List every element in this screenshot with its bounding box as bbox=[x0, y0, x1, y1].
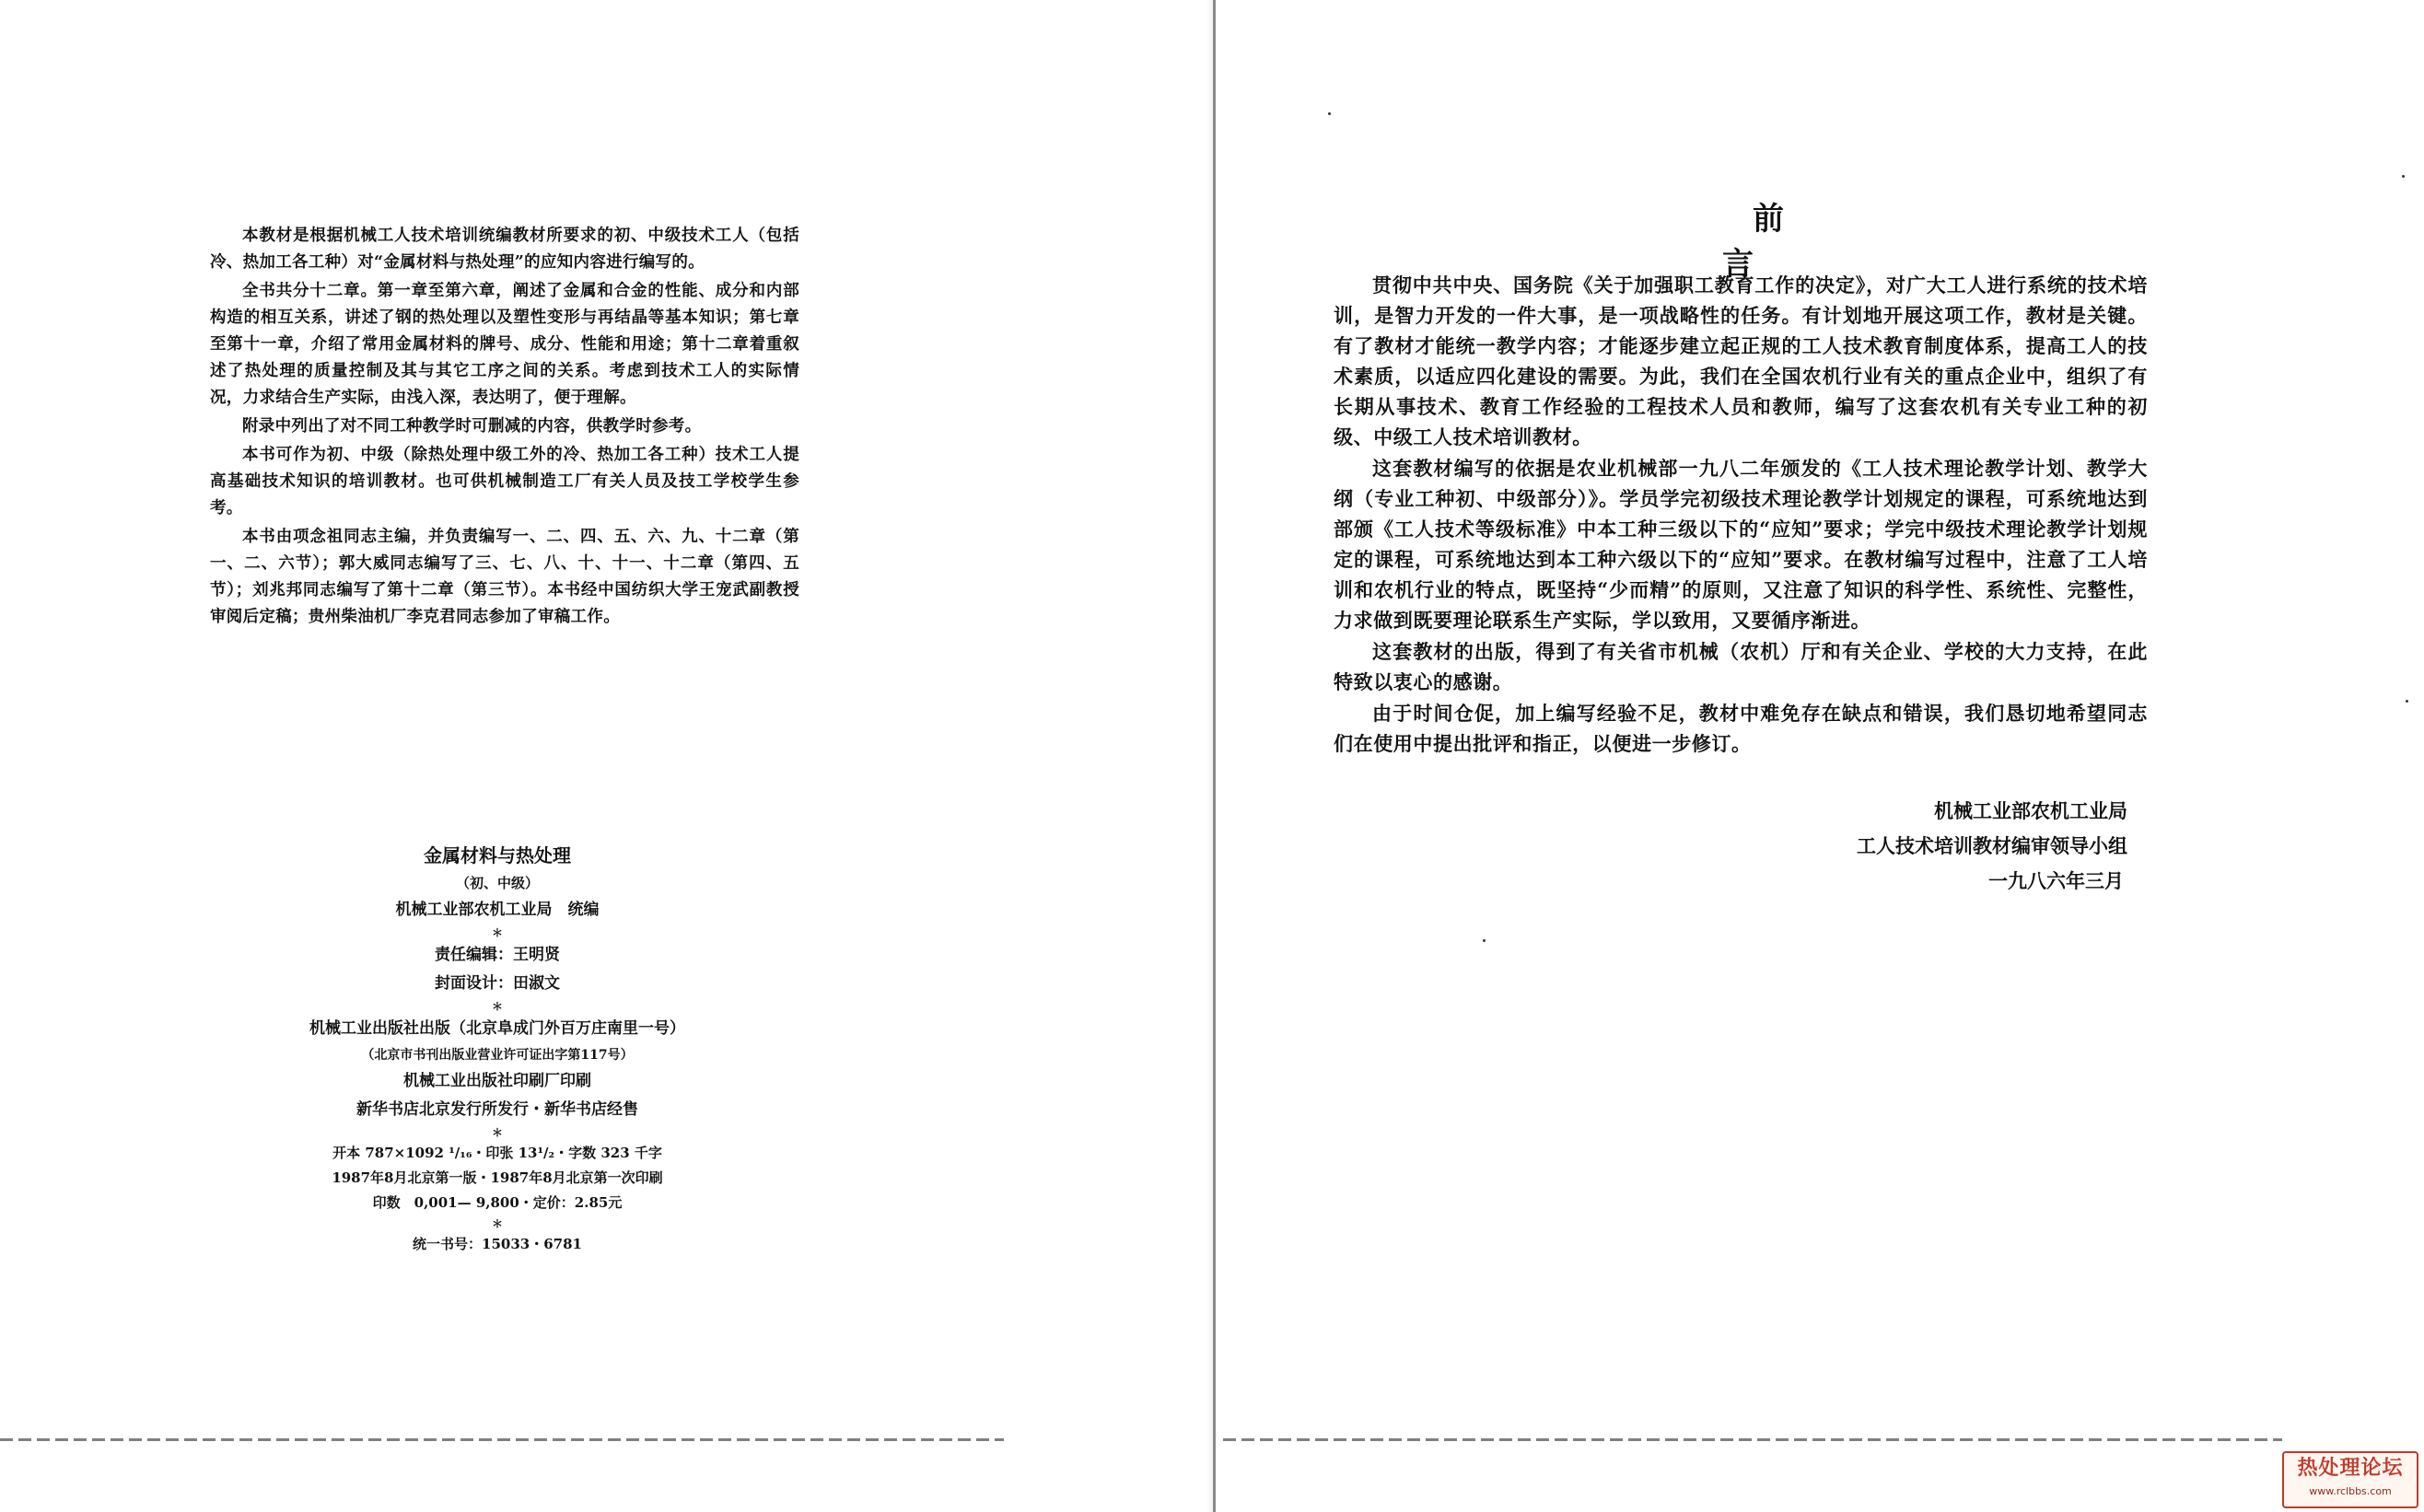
intro-paragraph-4: 本书可作为初、中级（除热处理中级工外的冷、热加工各工种）技术工人提高基础技术知识的培训教材。也可供机械制造工厂有关人员及技工学校学生参考。 bbox=[210, 446, 799, 518]
preface-paragraph-4: 由于时间仓促，加上编写经验不足，教材中难免存在缺点和错误，我们恳切地希望同志们在使用中提出批评和指正，以便进一步修订。 bbox=[1334, 702, 2148, 755]
forum-watermark-logo bbox=[2282, 1451, 2418, 1508]
book-title: 金属材料与热处理 bbox=[424, 844, 571, 866]
signature-org-2: 工人技术培训教材编审领导小组 bbox=[1857, 834, 2127, 857]
intro-paragraph-5: 本书由项念祖同志主编，并负责编写一、二、四、五、六、九、十二章（第一、二、六节）；郭大威同志编写了三、七、八、十、十一、十二章（第四、五节）；刘兆邦同志编写了第十二章（第三节）。本书经中国纺织大学王宠武副教授审阅后定稿；贵州柴油机厂李克君同志参加了审稿工作。 bbox=[210, 528, 799, 626]
preface-paragraph-1: 贯彻中共中央、国务院《关于加强职工教育工作的决定》，对广大工人进行系统的技术培训，是智力开发的一件大事，是一项战略性的任务。有计划地开展这项工作，教材是关键。有了教材才能统一教学内容；才能逐步建立起正规的工人技术教育制度体系，提高工人的技术素质，以适应四化建设的需要。为此，我们在全国农机行业有关的重点企业中，组织了有长期从事技术、教育工作经验的工程技术人员和教师，编写了这套农机有关专业工种的初级、中级工人技术培训教材。 bbox=[1334, 273, 2148, 448]
intro-paragraph-3: 附录中列出了对不同工种教学时可删减的内容，供教学时参考。 bbox=[242, 417, 702, 436]
cover-designer: 封面设计：田淑文 bbox=[435, 974, 560, 993]
separator-star-1: ＊ bbox=[491, 926, 503, 939]
scan-speck bbox=[1483, 939, 1486, 942]
book-format: 开本 787×1092 ¹/₁₆・印张 13¹/₂・字数 323 千字 bbox=[332, 1145, 662, 1161]
print-run-price: 印数 0,001— 9,800・定价：2.85元 bbox=[372, 1194, 623, 1211]
colophon bbox=[295, 840, 700, 1257]
right-bottom-rule bbox=[1223, 1438, 2282, 1441]
publisher: 机械工业出版社出版（北京阜成门外百万庄南里一号） bbox=[309, 1019, 685, 1038]
distributor: 新华书店北京发行所发行・新华书店经售 bbox=[356, 1100, 638, 1119]
scan-speck bbox=[2402, 175, 2405, 178]
intro-paragraph-2: 全书共分十二章。第一章至第六章，阐述了金属和合金的性能、成分和内部构造的相互关系，讲述了钢的热处理以及塑性变形与再结晶等基本知识；第七章至第十一章，介绍了常用金属材料的牌号、成分、性能和用途；第十二章着重叙述了热处理的质量控制及其与其它工序之间的关系。考虑到技术工人的实际情况，力求结合生产实际，由浅入深，表达明了，便于理解。 bbox=[210, 282, 799, 407]
book-compiler: 机械工业部农机工业局 统编 bbox=[395, 901, 600, 919]
book-level: （初、中级） bbox=[455, 875, 539, 891]
left-bottom-rule bbox=[0, 1438, 1004, 1441]
separator-star-4: ＊ bbox=[491, 1217, 503, 1230]
preface-paragraph-2: 这套教材编写的依据是农业机械部一九八二年颁发的《工人技术理论教学计划、教学大纲（专业工种初、中级部分）》。学员学完初级技术理论教学计划规定的课程，可系统地达到部颁《工人技术等级标准》中本工种三级以下的“应知”要求；学完中级技术理论教学计划规定的课程，可系统地达到本工种六级以下的“应知”要求。在教材编写过程中，注意了工人培训和农机行业的特点，既坚持“少而精”的原则，又注意了知识的科学性、系统性、完整性，力求做到既要理论联系生产实际，学以致用，又要循序渐进。 bbox=[1334, 457, 2148, 632]
page-gutter-shadow bbox=[1206, 0, 1213, 1512]
publishing-license: （北京市书刊出版业营业许可证出字第117号） bbox=[361, 1048, 634, 1063]
watermark-text: 热处理论坛 bbox=[2297, 1457, 2404, 1480]
preface-title: 前言 bbox=[1722, 201, 1845, 283]
preface-signature bbox=[1814, 794, 2146, 899]
signature-org-1: 机械工业部农机工业局 bbox=[1934, 799, 2127, 822]
preface-paragraph-3: 这套教材的出版，得到了有关省市机械（农机）厅和有关企业、学校的大力支持，在此特致以衷心的感谢。 bbox=[1334, 640, 2148, 693]
signature-date: 一九八六年三月 bbox=[1988, 869, 2124, 892]
left-page-intro bbox=[210, 223, 799, 633]
watermark-url: www.rclbbs.com bbox=[2309, 1485, 2392, 1497]
printer: 机械工业出版社印刷厂印刷 bbox=[403, 1072, 591, 1090]
scan-speck bbox=[2406, 700, 2408, 703]
separator-star-2: ＊ bbox=[491, 1000, 503, 1013]
preface-body bbox=[1334, 270, 2148, 760]
scan-speck bbox=[1328, 112, 1331, 115]
responsible-editor: 责任编辑：王明贤 bbox=[435, 946, 560, 964]
intro-paragraph-1: 本教材是根据机械工人技术培训统编教材所要求的初、中级技术工人（包括冷、热加工各工种）对“金属材料与热处理”的应知内容进行编写的。 bbox=[210, 227, 799, 272]
page-divider bbox=[1213, 0, 1216, 1512]
unified-book-number: 统一书号：15033・6781 bbox=[413, 1236, 582, 1252]
separator-star-3: ＊ bbox=[491, 1126, 503, 1139]
edition-info: 1987年8月北京第一版・1987年8月北京第一次印刷 bbox=[332, 1169, 663, 1186]
